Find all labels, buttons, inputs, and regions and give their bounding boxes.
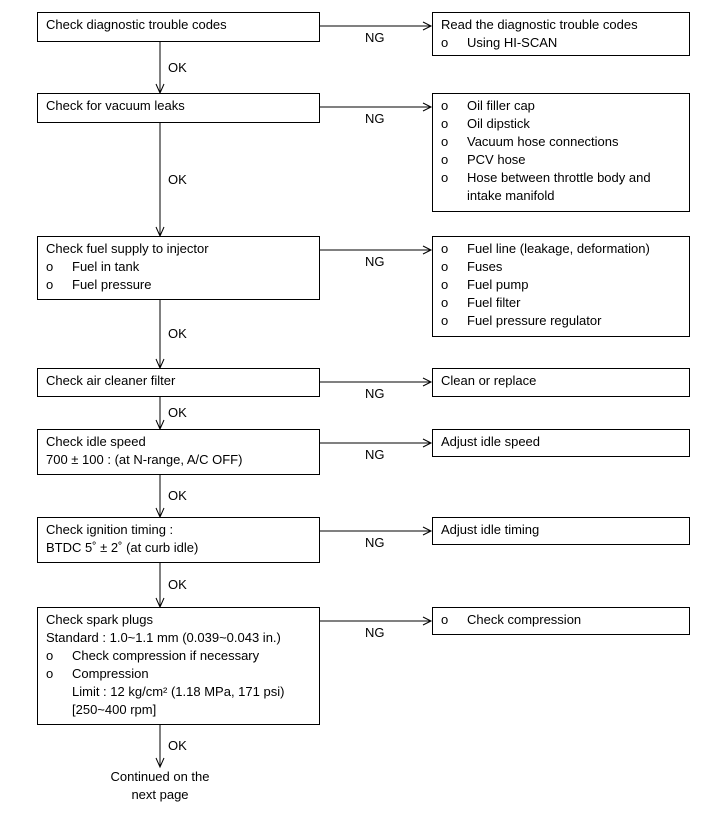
box-line-text: Hose between throttle body and xyxy=(467,170,651,185)
box-line-text: Standard : 1.0~1.1 mm (0.039~0.043 in.) xyxy=(46,630,281,645)
box-line-text: Compression xyxy=(72,666,149,681)
check-box-s4 xyxy=(37,368,320,397)
ok-label: OK xyxy=(168,60,187,75)
bullet-marker: o xyxy=(441,134,449,149)
box-line-text: Adjust idle speed xyxy=(441,434,541,449)
bullet-marker: o xyxy=(441,277,449,292)
box-line xyxy=(46,372,311,390)
ng-label: NG xyxy=(365,254,385,269)
ng-action-box-s3 xyxy=(432,236,690,337)
bullet-marker: o xyxy=(441,98,449,113)
box-line-text: PCV hose xyxy=(467,152,526,167)
check-box-s5 xyxy=(37,429,320,475)
ng-label: NG xyxy=(365,111,385,126)
box-line xyxy=(46,240,311,258)
box-line-text: Fuel line (leakage, deformation) xyxy=(467,241,650,256)
ok-label: OK xyxy=(168,577,187,592)
box-line xyxy=(46,647,311,665)
ng-action-box-s2 xyxy=(432,93,690,212)
box-line-text: Using HI-SCAN xyxy=(467,35,558,50)
box-line-text: Oil filler cap xyxy=(467,98,535,113)
check-box-s1 xyxy=(37,12,320,42)
box-line xyxy=(46,665,311,683)
check-box-s6 xyxy=(37,517,320,563)
box-line xyxy=(441,16,681,34)
ng-action-box-s4 xyxy=(432,368,690,397)
box-line xyxy=(441,115,681,133)
box-line xyxy=(46,683,311,701)
bullet-marker: o xyxy=(46,259,54,274)
bullet-marker: o xyxy=(441,152,449,167)
box-line xyxy=(441,97,681,115)
ok-label: OK xyxy=(168,326,187,341)
box-line-text: Fuel pressure xyxy=(72,277,152,292)
box-line-text: Adjust idle timing xyxy=(441,522,540,537)
box-line xyxy=(441,133,681,151)
bullet-marker: o xyxy=(441,295,449,310)
box-line-text: Limit : 12 kg/cm² (1.18 MPa, 171 psi) xyxy=(72,684,285,699)
continued-note: Continued on the next page xyxy=(110,769,210,802)
box-line-text: intake manifold xyxy=(467,188,555,203)
bullet-marker: o xyxy=(441,35,449,50)
ok-label: OK xyxy=(168,738,187,753)
ng-action-box-s6 xyxy=(432,517,690,545)
box-line-text: Fuel pressure regulator xyxy=(467,313,602,328)
box-line-text: Oil dipstick xyxy=(467,116,530,131)
box-line-text: Check compression xyxy=(467,612,582,627)
box-line-text: Check ignition timing : xyxy=(46,522,174,537)
box-line xyxy=(441,312,681,330)
box-line-text: Fuel pump xyxy=(467,277,529,292)
box-line-text: Read the diagnostic trouble codes xyxy=(441,17,638,32)
box-line-text: Fuses xyxy=(467,259,503,274)
box-line xyxy=(441,372,681,390)
check-box-s3 xyxy=(37,236,320,300)
ng-action-box-s5 xyxy=(432,429,690,457)
ng-label: NG xyxy=(365,30,385,45)
box-line xyxy=(46,16,311,34)
ok-label: OK xyxy=(168,172,187,187)
ok-label: OK xyxy=(168,405,187,420)
box-line xyxy=(441,240,681,258)
ng-action-box-s1 xyxy=(432,12,690,56)
box-line-text: Check compression if necessary xyxy=(72,648,260,663)
box-line-text: [250~400 rpm] xyxy=(72,702,157,717)
box-line xyxy=(46,521,311,539)
box-line xyxy=(441,151,681,169)
box-line-text: Check spark plugs xyxy=(46,612,153,627)
ng-label: NG xyxy=(365,625,385,640)
bullet-marker: o xyxy=(441,259,449,274)
bullet-marker: o xyxy=(441,116,449,131)
bullet-marker: o xyxy=(441,241,449,256)
ng-label: NG xyxy=(365,447,385,462)
box-line xyxy=(46,611,311,629)
bullet-marker: o xyxy=(46,648,54,663)
box-line xyxy=(441,521,681,539)
ok-label: OK xyxy=(168,488,187,503)
check-box-s7 xyxy=(37,607,320,725)
bullet-marker: o xyxy=(441,170,449,185)
box-line-text: Fuel filter xyxy=(467,295,521,310)
box-line xyxy=(441,294,681,312)
box-line xyxy=(441,187,681,205)
box-line xyxy=(46,258,311,276)
box-line xyxy=(441,258,681,276)
box-line xyxy=(441,611,681,629)
ng-label: NG xyxy=(365,386,385,401)
box-line-text: Check fuel supply to injector xyxy=(46,241,209,256)
bullet-marker: o xyxy=(441,612,449,627)
box-line xyxy=(46,701,311,719)
box-line-text: Check for vacuum leaks xyxy=(46,98,185,113)
box-line-text: Clean or replace xyxy=(441,373,537,388)
box-line-text: Vacuum hose connections xyxy=(467,134,619,149)
box-line xyxy=(46,97,311,115)
box-line xyxy=(46,629,311,647)
box-line-text: Fuel in tank xyxy=(72,259,140,274)
box-line xyxy=(46,433,311,451)
box-line xyxy=(46,276,311,294)
box-line-text: Check air cleaner filter xyxy=(46,373,176,388)
box-line xyxy=(441,34,681,52)
box-line-text: 700 ± 100 : (at N-range, A/C OFF) xyxy=(46,452,243,467)
box-line xyxy=(441,433,681,451)
ng-label: NG xyxy=(365,535,385,550)
ng-action-box-s7 xyxy=(432,607,690,635)
box-line xyxy=(46,539,311,557)
box-line-text: BTDC 5˚ ± 2˚ (at curb idle) xyxy=(46,540,199,555)
box-line-text: Check idle speed xyxy=(46,434,146,449)
bullet-marker: o xyxy=(46,666,54,681)
box-line xyxy=(441,276,681,294)
bullet-marker: o xyxy=(441,313,449,328)
box-line xyxy=(46,451,311,469)
bullet-marker: o xyxy=(46,277,54,292)
check-box-s2 xyxy=(37,93,320,123)
box-line xyxy=(441,169,681,187)
box-line-text: Check diagnostic trouble codes xyxy=(46,17,227,32)
